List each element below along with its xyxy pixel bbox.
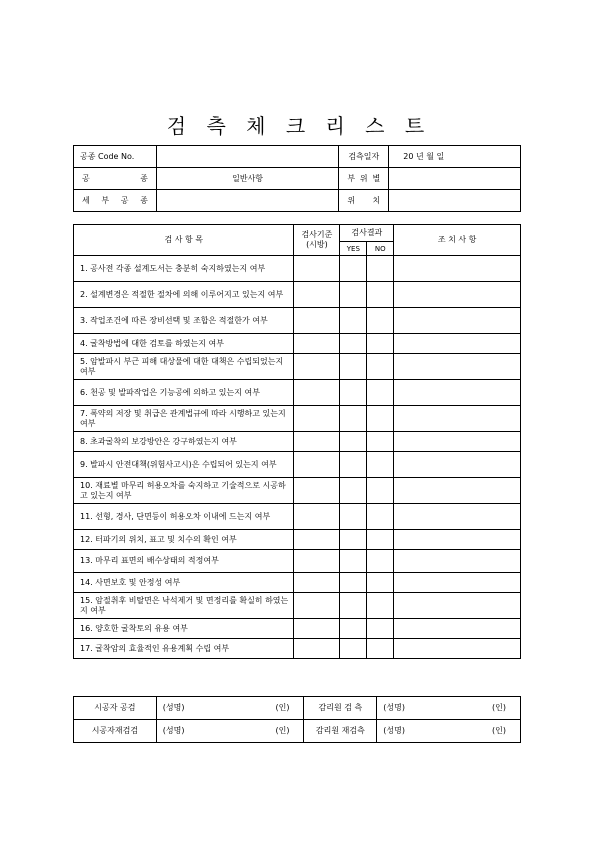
check-item-label: 17. 굴착암의 효율적인 유용계획 수립 여부 bbox=[74, 639, 294, 659]
sign-label: (성명) bbox=[162, 703, 185, 712]
check-item-label: 15. 암절취후 비탈면은 낙석제거 및 면정리를 확실히 하였는지 여부 bbox=[74, 593, 294, 619]
no-cell[interactable] bbox=[367, 478, 394, 504]
table-row bbox=[74, 334, 521, 354]
check-item-label: 8. 초과굴착의 보강방안은 강구하였는지 여부 bbox=[74, 432, 294, 452]
table-row bbox=[74, 573, 521, 593]
check-item-label: 2. 설계변경은 적절한 절차에 의해 이루어지고 있는지 여부 bbox=[74, 282, 294, 308]
yes-cell[interactable] bbox=[340, 573, 367, 593]
no-cell[interactable] bbox=[367, 354, 394, 380]
part-value-field[interactable] bbox=[389, 168, 521, 190]
no-cell[interactable] bbox=[367, 639, 394, 659]
check-item-label: 7. 폭약의 저장 및 취급은 관계법규에 따라 시행하고 있는지 여부 bbox=[74, 406, 294, 432]
header-table bbox=[73, 145, 521, 212]
action-cell[interactable] bbox=[394, 573, 521, 593]
type-value-field[interactable]: 일반사항 bbox=[156, 168, 339, 190]
no-cell[interactable] bbox=[367, 256, 394, 282]
action-cell[interactable] bbox=[394, 504, 521, 530]
supervisor-chief-sign-field[interactable] bbox=[377, 697, 521, 720]
check-item-label: 14. 사면보호 및 안정성 여부 bbox=[74, 573, 294, 593]
check-item-label: 16. 양호한 굴착토의 유용 여부 bbox=[74, 619, 294, 639]
yes-cell[interactable] bbox=[340, 452, 367, 478]
basis-cell[interactable] bbox=[294, 573, 340, 593]
action-cell[interactable] bbox=[394, 406, 521, 432]
seal-label: (인) bbox=[492, 726, 506, 735]
yes-cell[interactable] bbox=[340, 354, 367, 380]
no-cell[interactable] bbox=[367, 334, 394, 354]
supervisor-chief-label: 감리원 검 측 bbox=[304, 697, 377, 720]
table-row bbox=[74, 478, 521, 504]
table-row bbox=[74, 530, 521, 550]
no-cell[interactable] bbox=[367, 504, 394, 530]
table-row bbox=[74, 432, 521, 452]
action-cell[interactable] bbox=[394, 478, 521, 504]
page-title: 검 측 체 크 리 스 트 bbox=[166, 114, 429, 138]
no-cell[interactable] bbox=[367, 432, 394, 452]
table-row bbox=[74, 282, 521, 308]
yes-cell[interactable] bbox=[340, 593, 367, 619]
no-cell[interactable] bbox=[367, 593, 394, 619]
seal-label: (인) bbox=[275, 726, 290, 735]
table-row bbox=[74, 354, 521, 380]
sign-label: (성명) bbox=[162, 726, 185, 735]
detail-value-field[interactable] bbox=[156, 190, 339, 212]
basis-cell[interactable] bbox=[294, 478, 340, 504]
table-row bbox=[74, 452, 521, 478]
action-cell[interactable] bbox=[394, 432, 521, 452]
contractor-chief-sign-field[interactable] bbox=[156, 697, 304, 720]
basis-cell[interactable] bbox=[294, 380, 340, 406]
contractor-recheck-sign-field[interactable] bbox=[156, 720, 304, 743]
action-cell[interactable] bbox=[394, 282, 521, 308]
check-item-label: 4. 굴착방법에 대한 검토를 하였는지 여부 bbox=[74, 334, 294, 354]
no-cell[interactable] bbox=[367, 550, 394, 573]
check-item-label: 3. 작업조건에 따른 장비선택 및 조합은 적절한가 여부 bbox=[74, 308, 294, 334]
yes-cell[interactable] bbox=[340, 380, 367, 406]
col-result-header: 검사결과 bbox=[340, 225, 394, 242]
basis-cell[interactable] bbox=[294, 282, 340, 308]
check-item-label: 13. 마무리 표면의 배수상태의 적정여부 bbox=[74, 550, 294, 573]
no-cell[interactable] bbox=[367, 380, 394, 406]
basis-cell[interactable] bbox=[294, 256, 340, 282]
basis-cell[interactable] bbox=[294, 432, 340, 452]
code-value-field[interactable] bbox=[156, 146, 339, 168]
basis-cell[interactable] bbox=[294, 504, 340, 530]
yes-cell[interactable] bbox=[340, 478, 367, 504]
basis-cell[interactable] bbox=[294, 334, 340, 354]
table-row bbox=[74, 256, 521, 282]
no-cell[interactable] bbox=[367, 452, 394, 478]
checklist-table bbox=[73, 224, 521, 659]
check-item-label: 5. 암발파시 부근 피해 대상물에 대한 대책은 수립되었는지 여부 bbox=[74, 354, 294, 380]
col-no-header: NO bbox=[367, 242, 394, 256]
basis-cell[interactable] bbox=[294, 639, 340, 659]
code-label: 공종 Code No. bbox=[74, 146, 157, 168]
yes-cell[interactable] bbox=[340, 619, 367, 639]
sign-label: (성명) bbox=[383, 726, 405, 735]
col-yes-header: YES bbox=[340, 242, 367, 256]
part-label: 부 위 별 bbox=[339, 168, 389, 190]
basis-cell[interactable] bbox=[294, 593, 340, 619]
action-cell[interactable] bbox=[394, 256, 521, 282]
basis-cell[interactable] bbox=[294, 452, 340, 478]
col-action-header: 조 치 사 항 bbox=[394, 225, 521, 256]
date-value-field[interactable]: 20 년 월 일 bbox=[389, 146, 521, 168]
contractor-chief-label: 시공자 공검 bbox=[74, 697, 157, 720]
yes-cell[interactable] bbox=[340, 308, 367, 334]
seal-label: (인) bbox=[275, 703, 290, 712]
col-item-header: 검 사 항 목 bbox=[74, 225, 294, 256]
basis-cell[interactable] bbox=[294, 619, 340, 639]
no-cell[interactable] bbox=[367, 573, 394, 593]
table-row bbox=[74, 380, 521, 406]
action-cell[interactable] bbox=[394, 452, 521, 478]
check-item-label: 10. 재료별 마무리 허용오차를 숙지하고 기술적으로 시공하고 있는지 여부 bbox=[74, 478, 294, 504]
table-row bbox=[74, 406, 521, 432]
check-item-label: 12. 터파기의 위치, 표고 및 치수의 확인 여부 bbox=[74, 530, 294, 550]
yes-cell[interactable] bbox=[340, 639, 367, 659]
basis-cell[interactable] bbox=[294, 550, 340, 573]
basis-cell[interactable] bbox=[294, 354, 340, 380]
no-cell[interactable] bbox=[367, 619, 394, 639]
loc-value-field[interactable] bbox=[389, 190, 521, 212]
yes-cell[interactable] bbox=[340, 406, 367, 432]
yes-cell[interactable] bbox=[340, 334, 367, 354]
yes-cell[interactable] bbox=[340, 530, 367, 550]
action-cell[interactable] bbox=[394, 639, 521, 659]
yes-cell[interactable] bbox=[340, 550, 367, 573]
table-row bbox=[74, 593, 521, 619]
supervisor-recheck-label: 감리원 재검측 bbox=[304, 720, 377, 743]
check-item-label: 9. 발파시 안전대책(위험사고시)은 수립되어 있는지 여부 bbox=[74, 452, 294, 478]
action-cell[interactable] bbox=[394, 550, 521, 573]
no-cell[interactable] bbox=[367, 406, 394, 432]
table-row bbox=[74, 619, 521, 639]
date-label: 검측일자 bbox=[339, 146, 389, 168]
loc-label: 위 치 bbox=[339, 190, 389, 212]
action-cell[interactable] bbox=[394, 530, 521, 550]
check-item-label: 6. 천공 및 발파작업은 기능공에 의하고 있는지 여부 bbox=[74, 380, 294, 406]
no-cell[interactable] bbox=[367, 282, 394, 308]
yes-cell[interactable] bbox=[340, 282, 367, 308]
action-cell[interactable] bbox=[394, 593, 521, 619]
supervisor-recheck-sign-field[interactable] bbox=[377, 720, 521, 743]
action-cell[interactable] bbox=[394, 334, 521, 354]
yes-cell[interactable] bbox=[340, 504, 367, 530]
table-row bbox=[74, 550, 521, 573]
basis-cell[interactable] bbox=[294, 308, 340, 334]
yes-cell[interactable] bbox=[340, 432, 367, 452]
basis-cell[interactable] bbox=[294, 406, 340, 432]
table-row bbox=[74, 308, 521, 334]
check-item-label: 11. 선형, 경사, 단면등이 허용오차 이내에 드는지 여부 bbox=[74, 504, 294, 530]
action-cell[interactable] bbox=[394, 380, 521, 406]
contractor-recheck-label: 시공자재검검 bbox=[74, 720, 157, 743]
basis-cell[interactable] bbox=[294, 530, 340, 550]
type-label: 공 종 bbox=[74, 168, 157, 190]
col-basis-header: 검사기준 (시방) bbox=[294, 225, 340, 256]
table-row bbox=[74, 504, 521, 530]
action-cell[interactable] bbox=[394, 619, 521, 639]
table-row bbox=[74, 639, 521, 659]
action-cell[interactable] bbox=[394, 354, 521, 380]
sign-label: (성명) bbox=[383, 703, 405, 712]
no-cell[interactable] bbox=[367, 308, 394, 334]
seal-label: (인) bbox=[492, 703, 506, 712]
signature-table bbox=[73, 696, 521, 743]
yes-cell[interactable] bbox=[340, 256, 367, 282]
check-item-label: 1. 공사전 각종 설계도서는 충분히 숙지하였는지 여부 bbox=[74, 256, 294, 282]
detail-label: 세 부 공 종 bbox=[74, 190, 157, 212]
action-cell[interactable] bbox=[394, 308, 521, 334]
no-cell[interactable] bbox=[367, 530, 394, 550]
